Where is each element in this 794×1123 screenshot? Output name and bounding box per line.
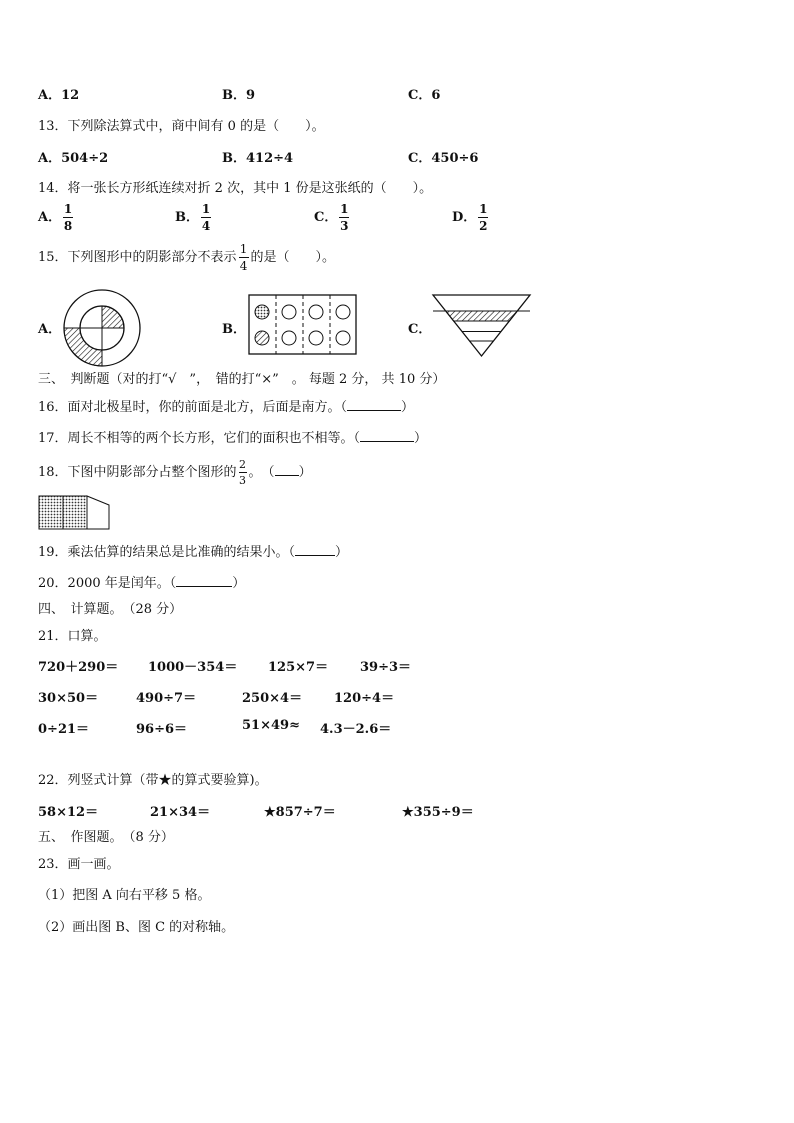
calc-item: 51×49≈ (242, 718, 300, 733)
q18-figure-trapezoid (38, 495, 112, 531)
q23-part-1: （1）把图 A 向右平移 5 格。 (38, 888, 211, 903)
calc-item: 490÷7＝ (136, 691, 197, 706)
q14-a-label: A． (38, 210, 62, 225)
close-paren: ） (414, 431, 428, 446)
q15-figure-a-rings (62, 288, 144, 368)
section-5-title: 五、 作图题。 （8 分） (38, 830, 174, 845)
denominator: 4 (239, 259, 248, 273)
q20 (38, 572, 245, 591)
q15-option-c-label[interactable]: C． (408, 322, 432, 337)
q16-text: 16．面对北极星时，你的前面是北方，后面是南方。（ (38, 400, 348, 415)
calc-item: 30×50＝ (38, 691, 99, 706)
q14-c-label: C． (314, 210, 338, 225)
fraction (478, 203, 488, 232)
denominator: 3 (340, 219, 349, 233)
calc-item: 1000－354＝ (148, 660, 238, 675)
fraction (239, 459, 247, 486)
numerator: 1 (340, 202, 349, 216)
vertical-calc-item: 21×34＝ (150, 805, 211, 820)
q12-option-a[interactable]: A．12 (38, 88, 80, 103)
calc-item: 125×7＝ (268, 660, 329, 675)
q21-title: 21．口算。 (38, 629, 107, 644)
fraction (339, 203, 349, 232)
calc-item: 0÷21＝ (38, 722, 90, 737)
close-paren: ） (298, 465, 312, 480)
calc-item: 96÷6＝ (136, 722, 188, 737)
q15-figure-b-circles (248, 294, 358, 356)
q19-text: 19．乘法估算的结果总是比准确的结果小。（ (38, 545, 296, 560)
q14-d-label: D． (452, 210, 477, 225)
calc-item: 39÷3＝ (360, 660, 412, 675)
q13-stem: 13．下列除法算式中，商中间有 0 的是（ ）。 (38, 119, 325, 134)
q18 (38, 459, 312, 486)
q14-option-b[interactable] (175, 203, 213, 232)
answer-blank[interactable] (347, 398, 401, 411)
q15-option-b-label[interactable]: B． (222, 322, 246, 337)
vertical-calc-item: 58×12＝ (38, 805, 99, 820)
denominator: 4 (201, 219, 211, 233)
calc-item: 720＋290＝ (38, 660, 119, 675)
q15-stem-pre: 15．下列图形中的阴影部分不表示 (38, 250, 237, 265)
close-paren: ） (335, 545, 349, 560)
q14-option-c[interactable] (314, 203, 351, 232)
q14-option-d[interactable] (452, 203, 490, 232)
q23-title: 23．画一画。 (38, 857, 120, 872)
q12-option-c[interactable]: C．6 (408, 88, 441, 103)
q22-title: 22．列竖式计算（带★的算式要验算)。 (38, 773, 268, 788)
close-paren: ） (232, 576, 246, 591)
close-paren: ） (401, 400, 415, 415)
q19 (38, 541, 348, 560)
q17-text: 17．周长不相等的两个长方形，它们的面积也不相等。（ (38, 431, 361, 446)
calc-item: 250×4＝ (242, 691, 303, 706)
numerator: 1 (239, 242, 248, 256)
denominator: 3 (239, 474, 247, 487)
answer-blank[interactable] (360, 429, 414, 442)
section-4-title: 四、 计算题。 （28 分） (38, 602, 183, 617)
answer-blank[interactable] (176, 574, 232, 587)
q18-post: 。 （ (248, 465, 275, 480)
q13-option-a[interactable]: A．504÷2 (38, 151, 109, 166)
q20-text: 20．2000 年是闰年。（ (38, 576, 177, 591)
numerator: 1 (63, 202, 73, 216)
q15-stem (38, 243, 335, 272)
numerator: 1 (479, 202, 488, 216)
q13-option-c[interactable]: C．450÷6 (408, 151, 479, 166)
calc-item: 4.3－2.6＝ (320, 722, 392, 737)
q18-text: 18．下图中阴影部分占整个图形的 (38, 465, 237, 480)
q23-part-2: （2）画出图 B、图 C 的对称轴。 (38, 920, 235, 935)
vertical-calc-item: ★857÷7＝ (264, 805, 336, 820)
denominator: 8 (63, 219, 73, 233)
q14-b-label: B． (175, 210, 199, 225)
fraction (201, 203, 211, 232)
section-3-title: 三、 判断题（对的打“√ ”， 错的打“×” 。 每题 2 分， 共 10 分） (38, 372, 446, 387)
denominator: 2 (479, 219, 488, 233)
q16 (38, 396, 414, 415)
fraction (239, 243, 249, 272)
q17 (38, 427, 427, 446)
answer-blank[interactable] (295, 543, 335, 556)
answer-blank[interactable] (275, 463, 299, 476)
q15-option-a-label[interactable]: A． (38, 322, 62, 337)
q14-stem: 14．将一张长方形纸连续对折 2 次，其中 1 份是这张纸的（ ）。 (38, 181, 433, 196)
q15-figure-c-triangle (432, 294, 532, 358)
fraction (63, 203, 73, 232)
calc-item: 120÷4＝ (334, 691, 395, 706)
q15-stem-post: 的是（ ）。 (250, 250, 336, 265)
q13-option-b[interactable]: B．412÷4 (222, 151, 294, 166)
numerator: 2 (239, 458, 247, 471)
vertical-calc-item: ★355÷9＝ (402, 805, 474, 820)
q12-option-b[interactable]: B．9 (222, 88, 256, 103)
q14-option-a[interactable] (38, 203, 75, 232)
numerator: 1 (201, 202, 211, 216)
